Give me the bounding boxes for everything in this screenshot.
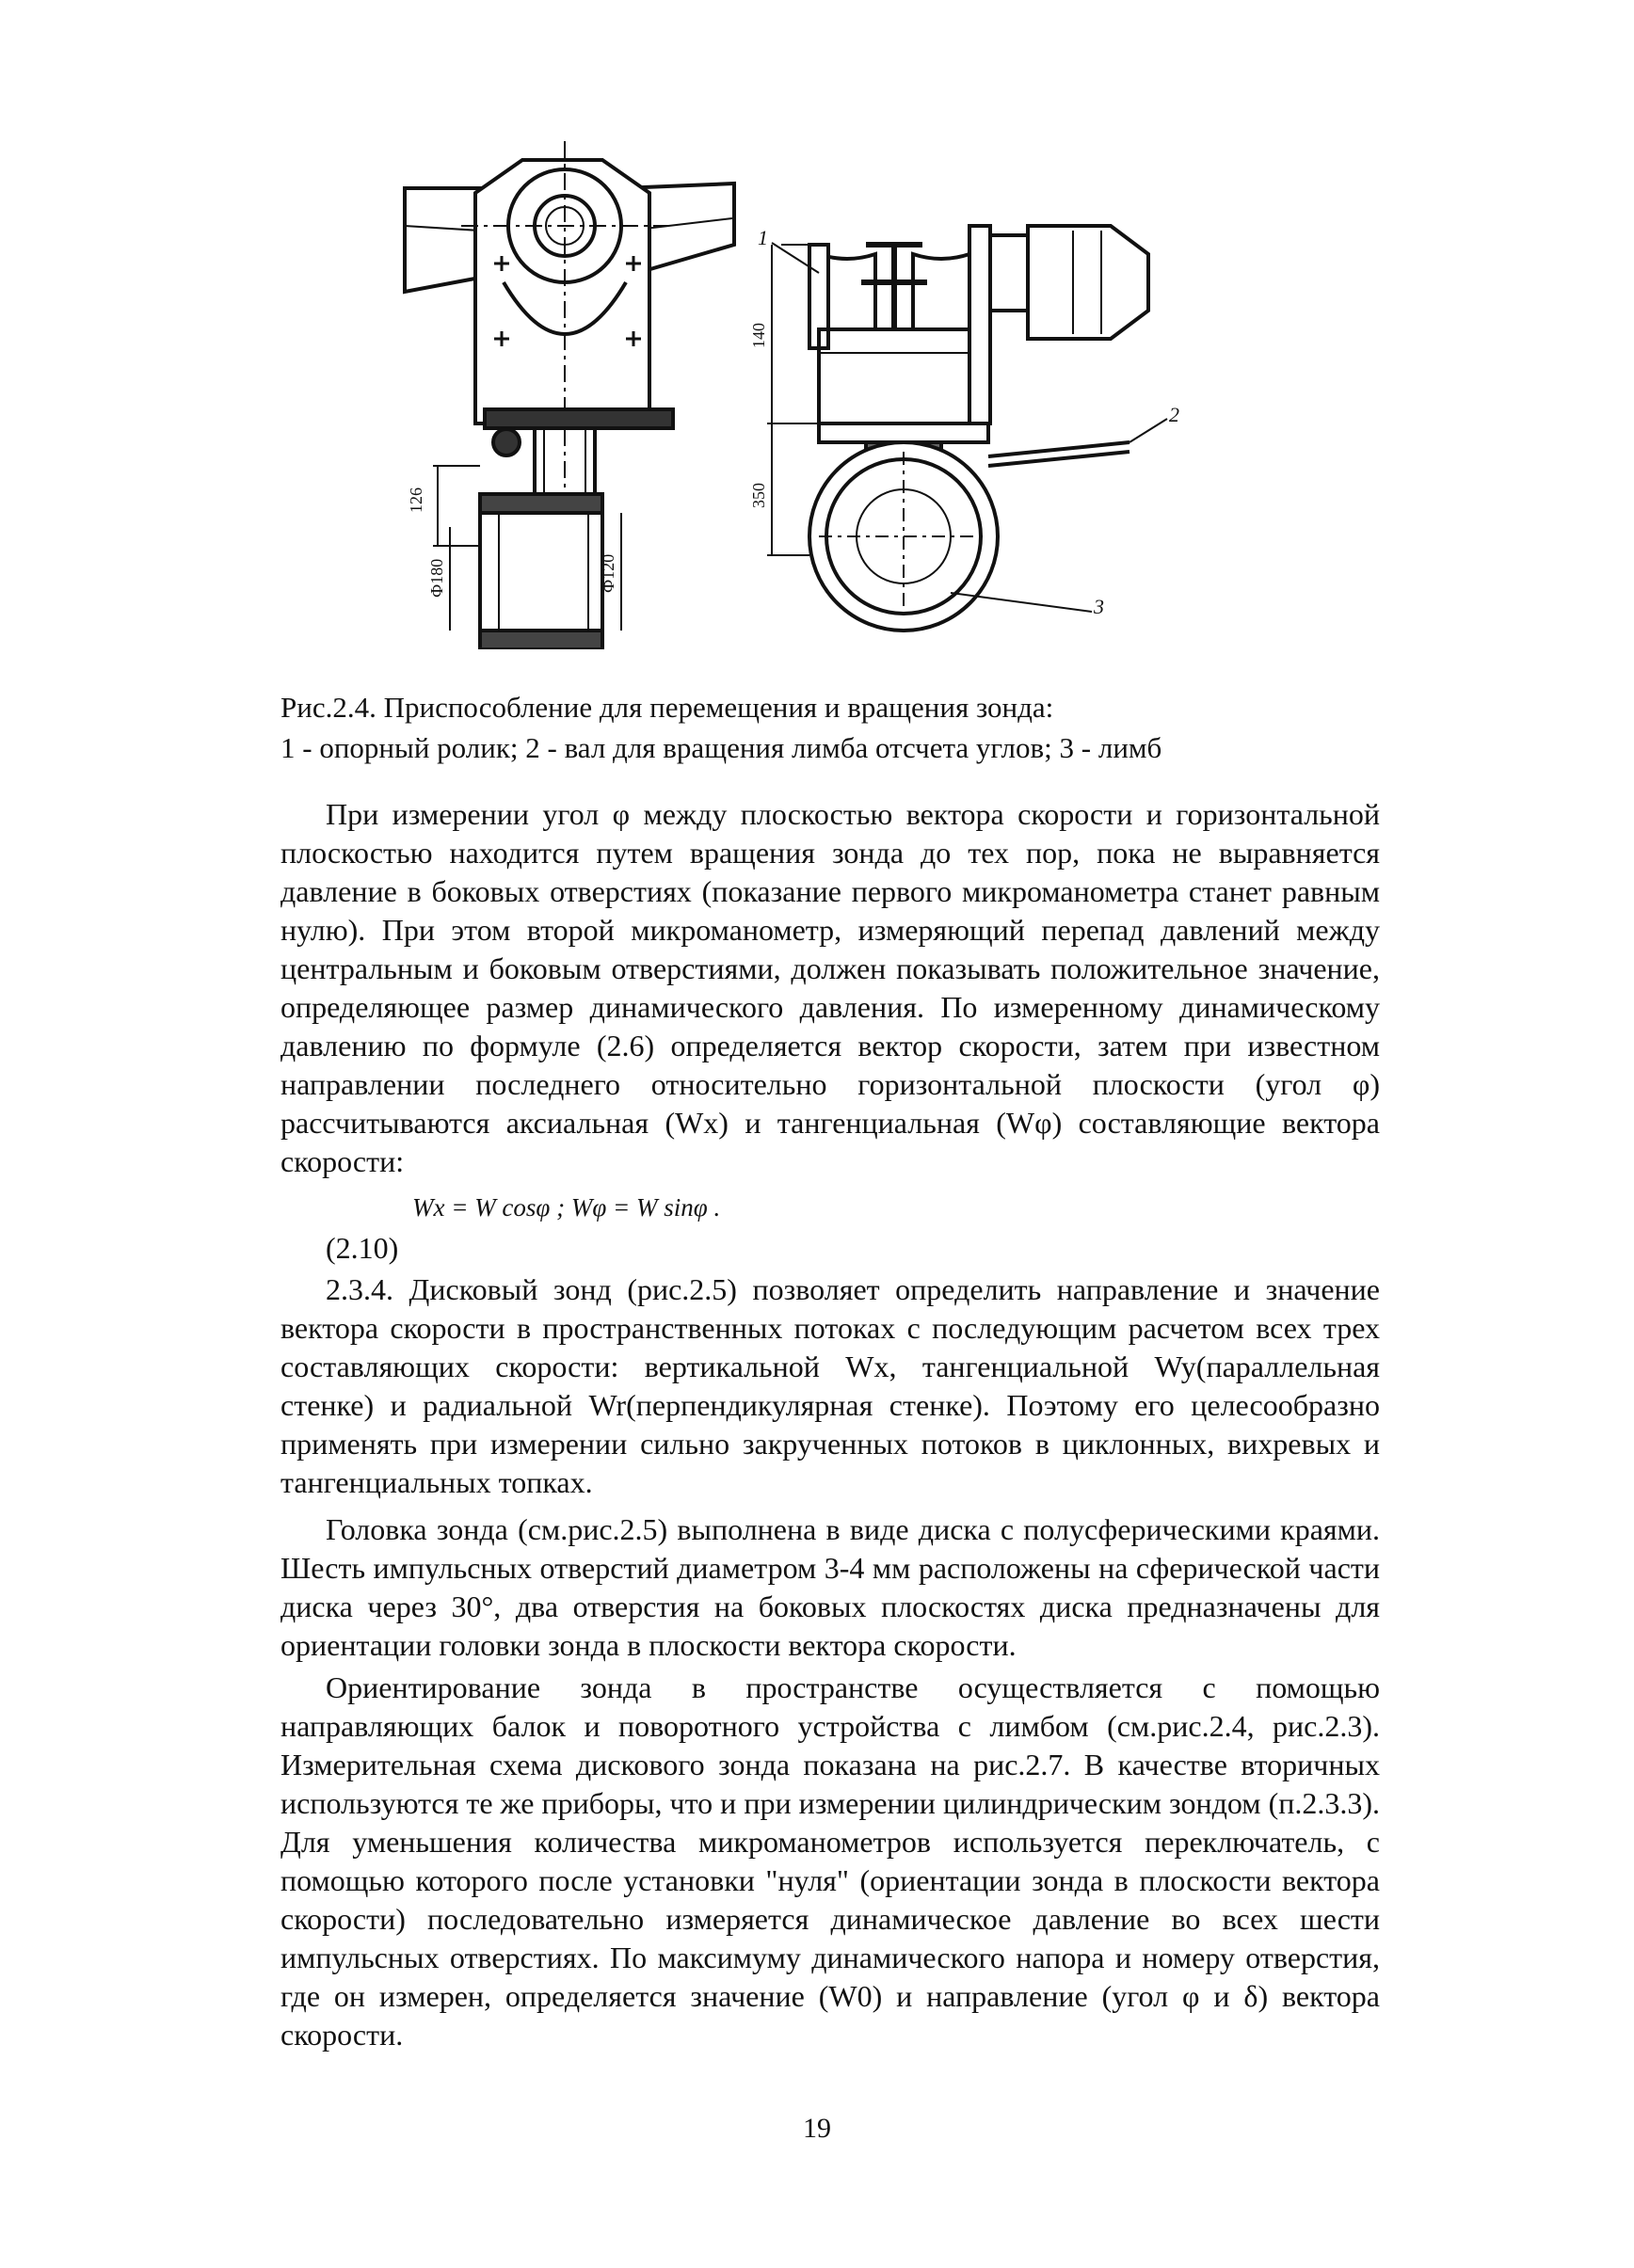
callout-3: 3 [1094,595,1104,618]
page-number: 19 [803,2113,831,2144]
figure-caption [280,687,1410,768]
callout-2: 2 [1169,403,1179,426]
caption-legend: 1 - опорный ролик; 2 - вал для вращения лимба отсчета углов; 3 - лимб [280,731,1162,764]
dim-label: 126 [407,487,425,513]
paragraph-4-block [280,1669,1380,2054]
dim-label: Ф180 [427,558,446,598]
paragraph-4: Ориентирование зонда в пространстве осуществляется с помощью направляющих балок и поворотного устройства с лимбом (см.рис.2.4, рис.2.3). Измерительная схема дискового зонда показана на рис.2.7. В качестве вторичных используются те же приборы, что и при измерении цилиндрическим зондом (п.2.3.3). Для уменьшения количества микроманометров используется переключатель, с помощью которого после установки "нуля" (ориентации зонда в плоскости вектора скорости) последовательно измеряется динамическое давление во всех шести импульсных отверстиях. По максимуму динамического напора и номеру отверстия, где он измерен, определяется значение (W0) и направление (угол φ и δ) вектора скорости. [280,1670,1380,2052]
paragraph-3: Головка зонда (см.рис.2.5) выполнена в виде диска с полусферическими краями. Шесть импульсных отверстий диаметром 3-4 мм расположены на сферической части диска через 30°, два отверстия на боковых плоскостях диска предназначены для ориентации головки зонда в плоскости вектора скорости. [280,1512,1380,1662]
equation-number: (2.10) [326,1231,399,1265]
paragraph-1: При измерении угол φ между плоскостью вектора скорости и горизонтальной плоскостью находится путем вращения зонда до тех пор, пока не выравняется давление в боковых отверстиях (показание первого микроманометра станет равным нулю). При этом второй микроманометр, измеряющий перепад давлений между центральным и боковым отверстиями, должен показывать положительное значение, определяющее размер динамического давления. По измеренному динамическому давлению по формуле (2.6) определяется вектор скорости, затем при известном направлении последнего относительно горизонтальной плоскости (угол φ) рассчитываются аксиальная (Wx) и тангенциальная (Wφ) составляющие вектора скорости: [280,797,1380,1178]
paragraph-1-block [280,795,1380,1181]
formula: Wx = W cosφ ; Wφ = W sinφ . [412,1193,721,1222]
callout-1: 1 [758,226,768,249]
dim-label: 350 [749,483,768,508]
paragraph-3-block [280,1510,1380,1665]
paragraph-2: 2.3.4. Дисковый зонд (рис.2.5) позволяет определить направление и значение вектора скорости в пространственных потоках с последующим расчетом всех трех составляющих скорости: вертикальной Wx, тангенциальной Wy(параллельная стенке) и радиальной Wr(перпендикулярная стенке). Поэтому его целесообразно применять при измерении сильно закрученных потоков в циклонных, вихревых и тангенциальных топках. [280,1272,1380,1499]
dim-label: Ф120 [599,553,617,593]
caption-title: Рис.2.4. Приспособление для перемещения и вращения зонда: [280,691,1054,724]
technical-drawing [376,141,1261,649]
dim-label: 140 [749,323,768,348]
paragraph-2-block [280,1270,1380,1502]
